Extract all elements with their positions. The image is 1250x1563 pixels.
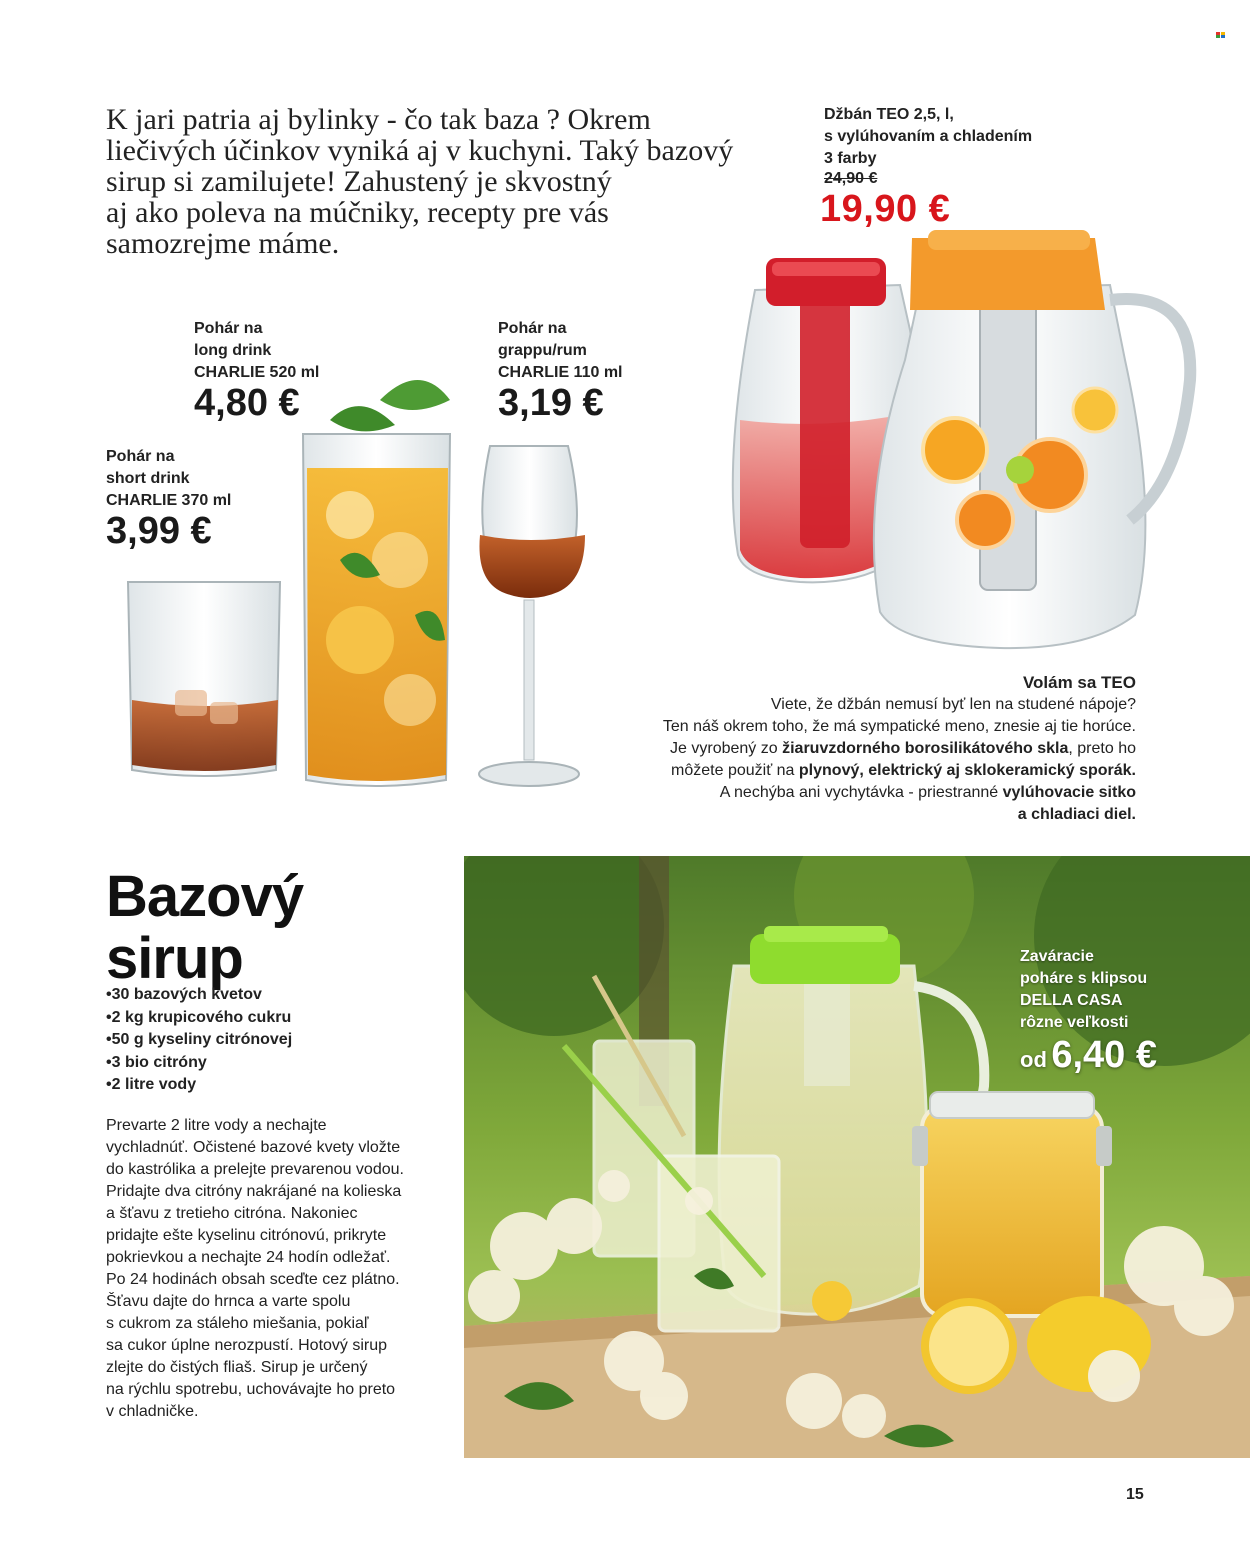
ingredient-item: • 50 g kyseliny citrónovej — [106, 1029, 292, 1052]
jars-label — [1020, 946, 1147, 1034]
teo-label-line: s vylúhovaním a chladením — [824, 128, 1033, 145]
teo-description-line: Ten náš okrem toho, že má sympatické meno, znesie aj tie horúce. — [662, 718, 1136, 735]
long-drink-label-line: CHARLIE 520 ml — [194, 364, 320, 381]
step-line: Šťavu dajte do hrnca a varte spolu — [106, 1293, 351, 1310]
text-run-bold: plynový, elektrický aj sklokeramický sporák. — [798, 762, 1136, 779]
honey-jar — [912, 1092, 1112, 1316]
step-line: Pridajte dva citróny nakrájané na kolieska — [106, 1183, 402, 1200]
recipe-title-line: sirup — [106, 926, 243, 991]
short-drink-label-line: short drink — [106, 470, 190, 487]
intro-line: aj ako poleva na múčniky, recepty pre vás — [106, 196, 609, 229]
long-drink-label — [194, 318, 319, 384]
intro-line: samozrejme máme. — [106, 227, 340, 260]
short-drink-price: 3,99 € — [106, 510, 212, 552]
jars-price-prefix: od — [1020, 1047, 1047, 1072]
long-drink-label-line: long drink — [194, 342, 272, 359]
recipe-title — [106, 866, 303, 990]
teo-price: 19,90 € — [820, 188, 951, 230]
teo-description-line — [663, 782, 1136, 804]
teo-description-line: Viete, že džbán nemusí byť len na studené nápoje? — [770, 696, 1136, 713]
step-line: pokrievkou a nechajte 24 hodín odležať. — [106, 1249, 391, 1266]
text-run-bold: žiaruvzdorného borosilikátového skla — [782, 740, 1069, 757]
jars-price — [1020, 1034, 1157, 1077]
short-drink-glass — [128, 582, 280, 776]
intro-line: sirup si zamilujete! Zahustený je skvostný — [106, 165, 612, 198]
recipe-title-line: Bazový — [106, 864, 304, 929]
grappa-label-line: CHARLIE 110 ml — [498, 364, 623, 381]
grappa-label — [498, 318, 622, 384]
intro-line: liečivých účinkov vyniká aj v kuchyni. Taký bazový — [106, 134, 734, 167]
ingredient-item: • 2 kg krupicového cukru — [106, 1007, 292, 1030]
short-drink-label — [106, 446, 231, 512]
step-line: pridajte ešte kyselinu citrónovú, prikryte — [106, 1227, 387, 1244]
long-drink-glass — [303, 380, 450, 786]
ingredient-item: • 2 litre vody — [106, 1074, 292, 1097]
grappa-label-line: Pohár na — [498, 320, 567, 337]
text-run-bold: vylúhovacie sitko — [1002, 784, 1136, 801]
text-run: , preto ho — [1068, 740, 1136, 757]
text-run: Je vyrobený zo — [670, 740, 783, 757]
step-line: s cukrom za stáleho miešania, pokiaľ — [106, 1315, 369, 1332]
teo-description — [663, 672, 1136, 826]
jars-label-line: DELLA CASA — [1020, 992, 1123, 1009]
text-run: A nechýba ani vychytávka - priestranné — [719, 784, 1003, 801]
step-line: na rýchlu spotrebu, uchovávajte ho preto — [106, 1381, 396, 1398]
long-drink-price: 4,80 € — [194, 382, 300, 424]
step-line: do kastrólika a prelejte prevarenou vodou. — [106, 1161, 404, 1178]
jars-label-line: poháre s klipsou — [1020, 970, 1148, 987]
jars-label-line: Zaváracie — [1020, 948, 1094, 965]
step-line: Prevarte 2 litre vody a nechajte — [106, 1117, 327, 1134]
teo-description-title: Volám sa TEO — [1022, 673, 1136, 692]
intro-line: K jari patria aj bylinky - čo tak baza ? Okrem — [106, 103, 651, 136]
teo-label-line: 3 farby — [824, 150, 877, 167]
step-line: a šťavu z tretieho citróna. Nakoniec — [106, 1205, 358, 1222]
grappa-price: 3,19 € — [498, 382, 604, 424]
page-number: 15 — [1126, 1486, 1144, 1503]
step-line: Po 24 hodinách obsah sceďte cez plátno. — [106, 1271, 400, 1288]
teo-description-line — [663, 760, 1136, 782]
ingredients-list — [106, 984, 292, 1097]
teo-old-price: 24,90 € — [824, 170, 878, 187]
teo-description-line: a chladiaci diel. — [1017, 806, 1136, 823]
teo-label-line: Džbán TEO 2,5, l, — [824, 106, 954, 123]
short-drink-label-line: CHARLIE 370 ml — [106, 492, 232, 509]
jars-label-line: rôzne veľkosti — [1020, 1014, 1129, 1031]
short-drink-label-line: Pohár na — [106, 448, 175, 465]
grappa-glass — [479, 446, 585, 786]
step-line: zlejte do čistých fliaš. Sirup je určený — [106, 1359, 368, 1376]
orange-teo-pitcher — [874, 230, 1190, 648]
step-line: v chladničke. — [106, 1403, 199, 1420]
teo-description-line — [663, 738, 1136, 760]
brand-mark-icon — [1216, 32, 1225, 38]
recipe-steps — [106, 1115, 404, 1423]
ingredient-item: • 30 bazových kvetov — [106, 984, 292, 1007]
step-line: vychladnúť. Očistené bazové kvety vložte — [106, 1139, 401, 1156]
long-drink-label-line: Pohár na — [194, 320, 263, 337]
jars-price-value: 6,40 € — [1051, 1034, 1157, 1076]
ingredient-item: • 3 bio citróny — [106, 1052, 292, 1075]
step-line: sa cukor úplne nerozpustí. Hotový sirup — [106, 1337, 388, 1354]
text-run: môžete použiť na — [671, 762, 799, 779]
grappa-label-line: grappu/rum — [498, 342, 587, 359]
